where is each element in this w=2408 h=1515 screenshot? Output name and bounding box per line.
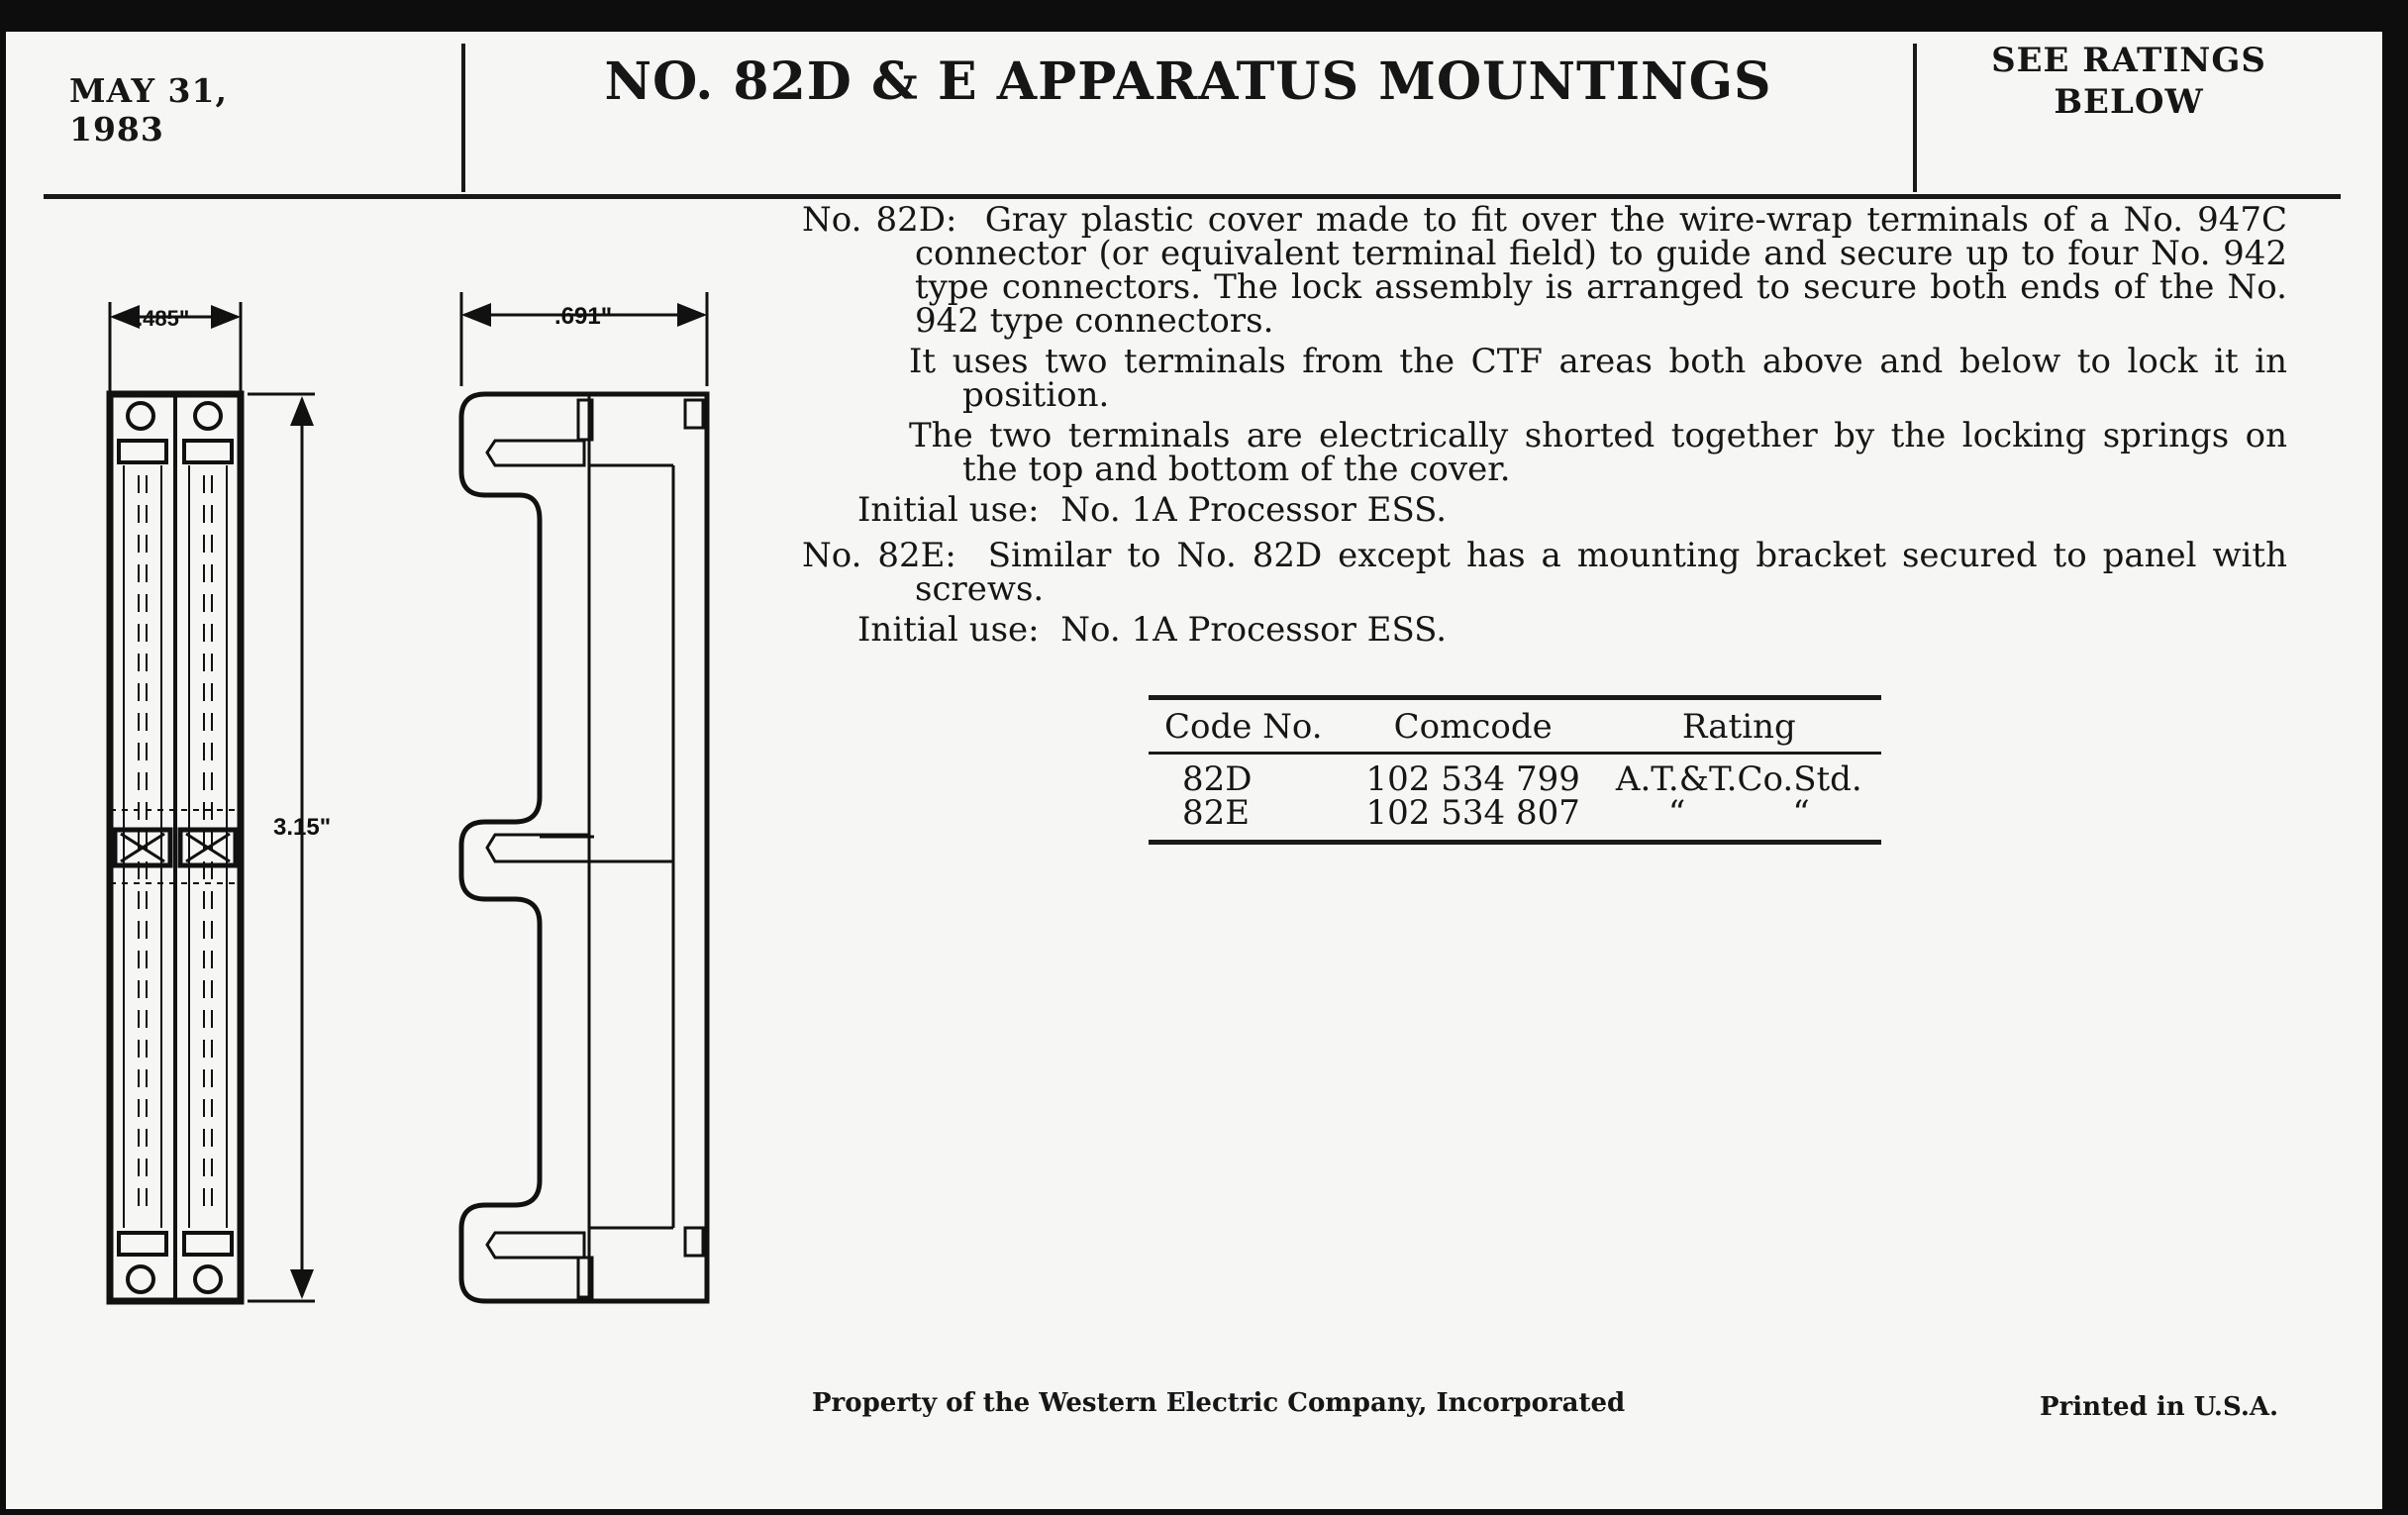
- initial-use-82d: [802, 490, 2287, 530]
- paragraph-82e: [802, 536, 2287, 609]
- page-title: NO. 82D & E APPARATUS MOUNTINGS: [604, 51, 1772, 112]
- front-view-drawing: [110, 302, 315, 1301]
- paragraph-82d-text: Gray plastic cover made to fit over the wire-wrap terminals of a No. 947C connector (or equivalent terminal field) to guide and secure up to four No. 942 type connectors. The lock assembly is arranged to secure both ends of the No. 942 type connectors.: [915, 200, 2288, 341]
- paragraph-shorting: The two terminals are electrically shorted together by the locking springs on the top and bottom of the cover.: [909, 416, 2287, 489]
- table-cell-rating: A.T.&T.Co.Std.: [1615, 759, 1862, 799]
- paragraph-terminals: It uses two terminals from the CTF areas both above and below to lock it in position.: [909, 342, 2287, 415]
- column-header-code: Code No.: [1149, 698, 1350, 754]
- ratings-table: [1149, 695, 1881, 845]
- initial-use-label: Initial use:: [857, 610, 1040, 650]
- side-width-label: .691": [554, 303, 613, 330]
- description-text: [802, 200, 2288, 654]
- initial-use-value: No. 1A Processor ESS.: [1060, 610, 1448, 650]
- table-cell-rating: “ “: [1597, 796, 1881, 843]
- front-width-label: .485": [137, 306, 190, 331]
- table-row: [1149, 754, 1881, 797]
- footer-ownership: Property of the Western Electric Company, Incorporated: [812, 1388, 1626, 1418]
- ratings-note-line1: SEE RATINGS: [1991, 41, 2266, 80]
- paragraph-82e-text: Similar to No. 82D except has a mounting bracket secured to panel with screws.: [915, 536, 2287, 609]
- front-height-label: 3.15": [273, 814, 332, 841]
- table-cell-code: 82E: [1149, 796, 1350, 843]
- initial-use-82e: [802, 610, 2287, 650]
- table-row: [1149, 796, 1881, 843]
- initial-use-value: No. 1A Processor ESS.: [1060, 490, 1448, 530]
- initial-use-label: Initial use:: [857, 490, 1040, 530]
- table-cell-code: 82D: [1182, 759, 1253, 799]
- paragraph-82d-lead: No. 82D:: [802, 200, 957, 240]
- column-header-rating: Rating: [1597, 698, 1881, 754]
- header-date: MAY 31, 1983: [69, 71, 228, 149]
- ratings-note-line2: BELOW: [2054, 82, 2204, 122]
- footer-printed: Printed in U.S.A.: [2040, 1392, 2279, 1422]
- paragraph-82d: [802, 200, 2288, 341]
- table-cell-comcode: 102 534 799: [1365, 759, 1580, 799]
- table-header-row: [1149, 698, 1881, 754]
- table-cell-comcode: 102 534 807: [1350, 796, 1597, 843]
- side-view-drawing: [461, 292, 707, 1301]
- paragraph-82e-lead: No. 82E:: [802, 536, 956, 575]
- column-header-comcode: Comcode: [1350, 698, 1597, 754]
